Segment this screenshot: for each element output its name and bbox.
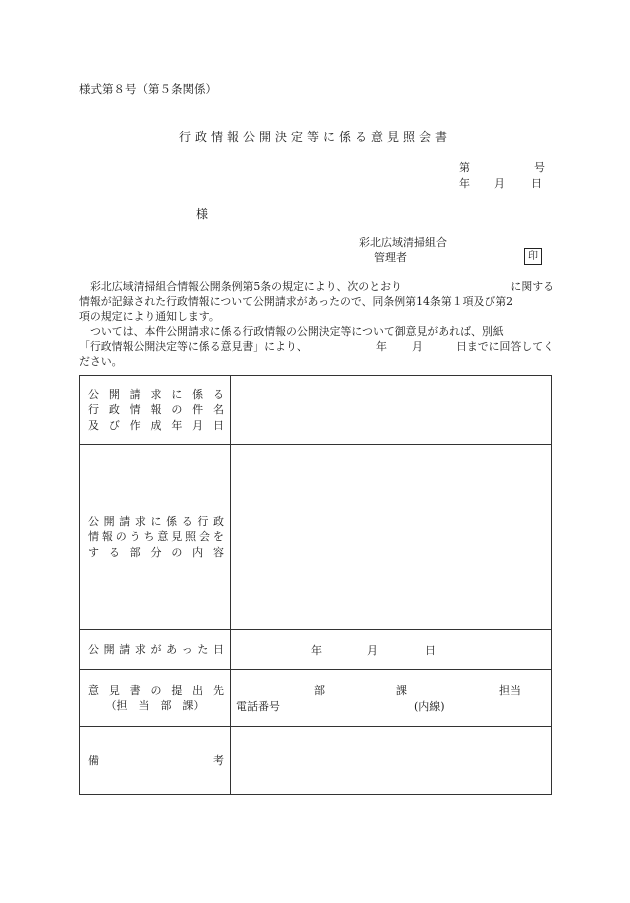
label-char: す xyxy=(88,545,99,559)
label-char: が xyxy=(150,642,162,656)
label-char: の xyxy=(171,545,183,559)
label-char: る xyxy=(108,545,120,559)
body-line-1 xyxy=(79,279,554,294)
label-char: 提 xyxy=(171,683,183,697)
label-line xyxy=(88,545,224,561)
label-char: 日 xyxy=(212,418,224,432)
label-char: 照 xyxy=(185,530,197,544)
label-line xyxy=(88,753,224,769)
label-char: 政 xyxy=(108,403,120,417)
seal-mark: 印 xyxy=(524,248,542,265)
destination-fields xyxy=(231,670,551,726)
label-char: 公 xyxy=(88,514,99,528)
body-line-2: 情報が記録された行政情報について公開請求があったので、同条例第14条第１項及び第2 xyxy=(79,295,514,309)
body-line-1-right: に関する xyxy=(510,280,554,293)
label-char: 意 xyxy=(157,530,169,544)
label-char: 出 xyxy=(192,683,204,697)
label-char: 開 xyxy=(108,387,120,401)
label-char: 係 xyxy=(192,387,204,401)
label-char: 見 xyxy=(171,530,183,544)
label-char: 行 xyxy=(88,403,99,417)
value-remarks[interactable] xyxy=(231,727,552,795)
label-line xyxy=(88,387,224,403)
label-request-date-text xyxy=(80,642,230,658)
label-char: 日 xyxy=(213,642,224,656)
label-char: 及 xyxy=(88,418,99,432)
label-line xyxy=(88,418,224,434)
body-line-1-left: 彩北広域清掃組合情報公開条例第5条の規定により、次のとおり xyxy=(90,280,402,293)
label-char: 情 xyxy=(129,403,141,417)
date-year: 年 xyxy=(459,177,470,190)
label-char: 内 xyxy=(192,545,204,559)
label-char: 成 xyxy=(150,418,162,432)
label-char: び xyxy=(108,418,120,432)
label-char: 意 xyxy=(88,683,99,697)
label-char: 政 xyxy=(213,514,224,528)
label-char: 考 xyxy=(213,753,224,767)
label-line xyxy=(88,683,224,699)
label-destination xyxy=(80,670,231,727)
body-line-5-year: 年 xyxy=(376,340,387,354)
notice-body xyxy=(79,279,554,370)
label-line xyxy=(88,529,224,545)
label-char: 求 xyxy=(150,387,162,401)
label-request-date xyxy=(80,630,231,670)
value-destination[interactable] xyxy=(231,670,552,727)
date-month: 月 xyxy=(494,177,505,190)
label-content-text xyxy=(80,514,230,561)
label-char: に xyxy=(171,387,183,401)
dest-person: 担当 xyxy=(499,684,521,697)
document-number xyxy=(459,161,545,174)
inquiry-table xyxy=(79,375,552,795)
body-line-5-b: 日までに回答してく xyxy=(455,340,554,354)
label-destination-sub: （担 当 部 課） xyxy=(105,699,205,712)
label-char: 件 xyxy=(192,403,204,417)
body-line-5 xyxy=(79,339,554,354)
label-char: 会 xyxy=(199,530,210,544)
label-char: 求 xyxy=(134,514,146,528)
label-char: を xyxy=(212,530,224,544)
label-remarks-text xyxy=(80,753,230,769)
form-number: 様式第８号（第５条関係） xyxy=(79,82,217,96)
label-char: 開 xyxy=(103,642,115,656)
label-char: 請 xyxy=(129,387,141,401)
issue-date xyxy=(459,177,542,190)
label-char: 報 xyxy=(101,530,113,544)
label-char: 名 xyxy=(212,403,224,417)
label-content xyxy=(80,445,231,630)
label-char: あ xyxy=(166,642,178,656)
dest-phone: 電話番号 xyxy=(236,700,280,713)
label-char: ち xyxy=(143,530,155,544)
label-char: 備 xyxy=(88,753,99,767)
label-char: 見 xyxy=(108,683,120,697)
label-char: 開 xyxy=(103,514,115,528)
label-destination-text xyxy=(80,683,230,699)
label-char: の xyxy=(171,403,183,417)
label-char: 月 xyxy=(192,418,204,432)
value-request-date[interactable] xyxy=(231,630,552,670)
label-char: 公 xyxy=(88,642,99,656)
body-line-5-a: 「行政情報公開決定等に係る意見書」により、 xyxy=(79,340,308,354)
label-char: 請 xyxy=(119,642,131,656)
row-content xyxy=(80,445,552,630)
label-char: 書 xyxy=(129,683,141,697)
row-request-date xyxy=(80,630,552,670)
row-subject xyxy=(80,376,552,445)
label-char: 先 xyxy=(212,683,224,697)
sender-title: 管理者 xyxy=(374,251,407,264)
label-char: 求 xyxy=(134,642,146,656)
label-char: 部 xyxy=(129,545,141,559)
sender-organization: 彩北広域清掃組合 xyxy=(359,236,447,249)
label-char: 請 xyxy=(119,514,131,528)
value-content[interactable] xyxy=(231,445,552,630)
date-day: 日 xyxy=(531,177,542,190)
label-subject xyxy=(80,376,231,445)
row-remarks xyxy=(80,727,552,795)
request-date-month: 月 xyxy=(367,643,378,657)
body-line-6: ださい。 xyxy=(79,355,123,369)
dest-ext: (内線) xyxy=(414,700,445,713)
label-char: 分 xyxy=(150,545,162,559)
label-char: う xyxy=(129,530,141,544)
label-char: 行 xyxy=(197,514,209,528)
label-char: 作 xyxy=(129,418,141,432)
label-line xyxy=(88,514,224,530)
label-char: 公 xyxy=(88,387,99,401)
dest-dept: 部 xyxy=(314,684,325,697)
number-prefix: 第 xyxy=(459,161,470,174)
addressee: 様 xyxy=(196,207,209,221)
body-line-5-month: 月 xyxy=(412,340,423,354)
body-line-3: 項の規定により通知します。 xyxy=(79,310,220,324)
dest-section: 課 xyxy=(396,684,407,697)
value-subject[interactable] xyxy=(231,376,552,445)
label-char: る xyxy=(181,514,193,528)
label-char: る xyxy=(212,387,224,401)
label-char: 係 xyxy=(166,514,178,528)
label-char: 報 xyxy=(150,403,162,417)
label-char: 年 xyxy=(171,418,183,432)
request-date-day: 日 xyxy=(425,643,436,657)
label-char: っ xyxy=(181,642,193,656)
number-suffix: 号 xyxy=(534,161,545,174)
body-line-4: ついては、本件公開請求に係る行政情報の公開決定等について御意見があれば、別紙 xyxy=(90,325,504,339)
label-char: の xyxy=(115,530,127,544)
row-destination xyxy=(80,670,552,727)
label-char: 情 xyxy=(88,530,99,544)
label-subject-text xyxy=(80,387,230,434)
label-line xyxy=(88,642,224,658)
label-char: の xyxy=(150,683,162,697)
label-line xyxy=(88,402,224,418)
label-remarks xyxy=(80,727,231,795)
label-char: 容 xyxy=(212,545,224,559)
request-date-year: 年 xyxy=(311,643,322,657)
label-char: に xyxy=(150,514,162,528)
document-title: 行政情報公開決定等に係る意見照会書 xyxy=(178,130,451,144)
label-char: た xyxy=(197,642,209,656)
request-date-fields xyxy=(231,630,551,669)
